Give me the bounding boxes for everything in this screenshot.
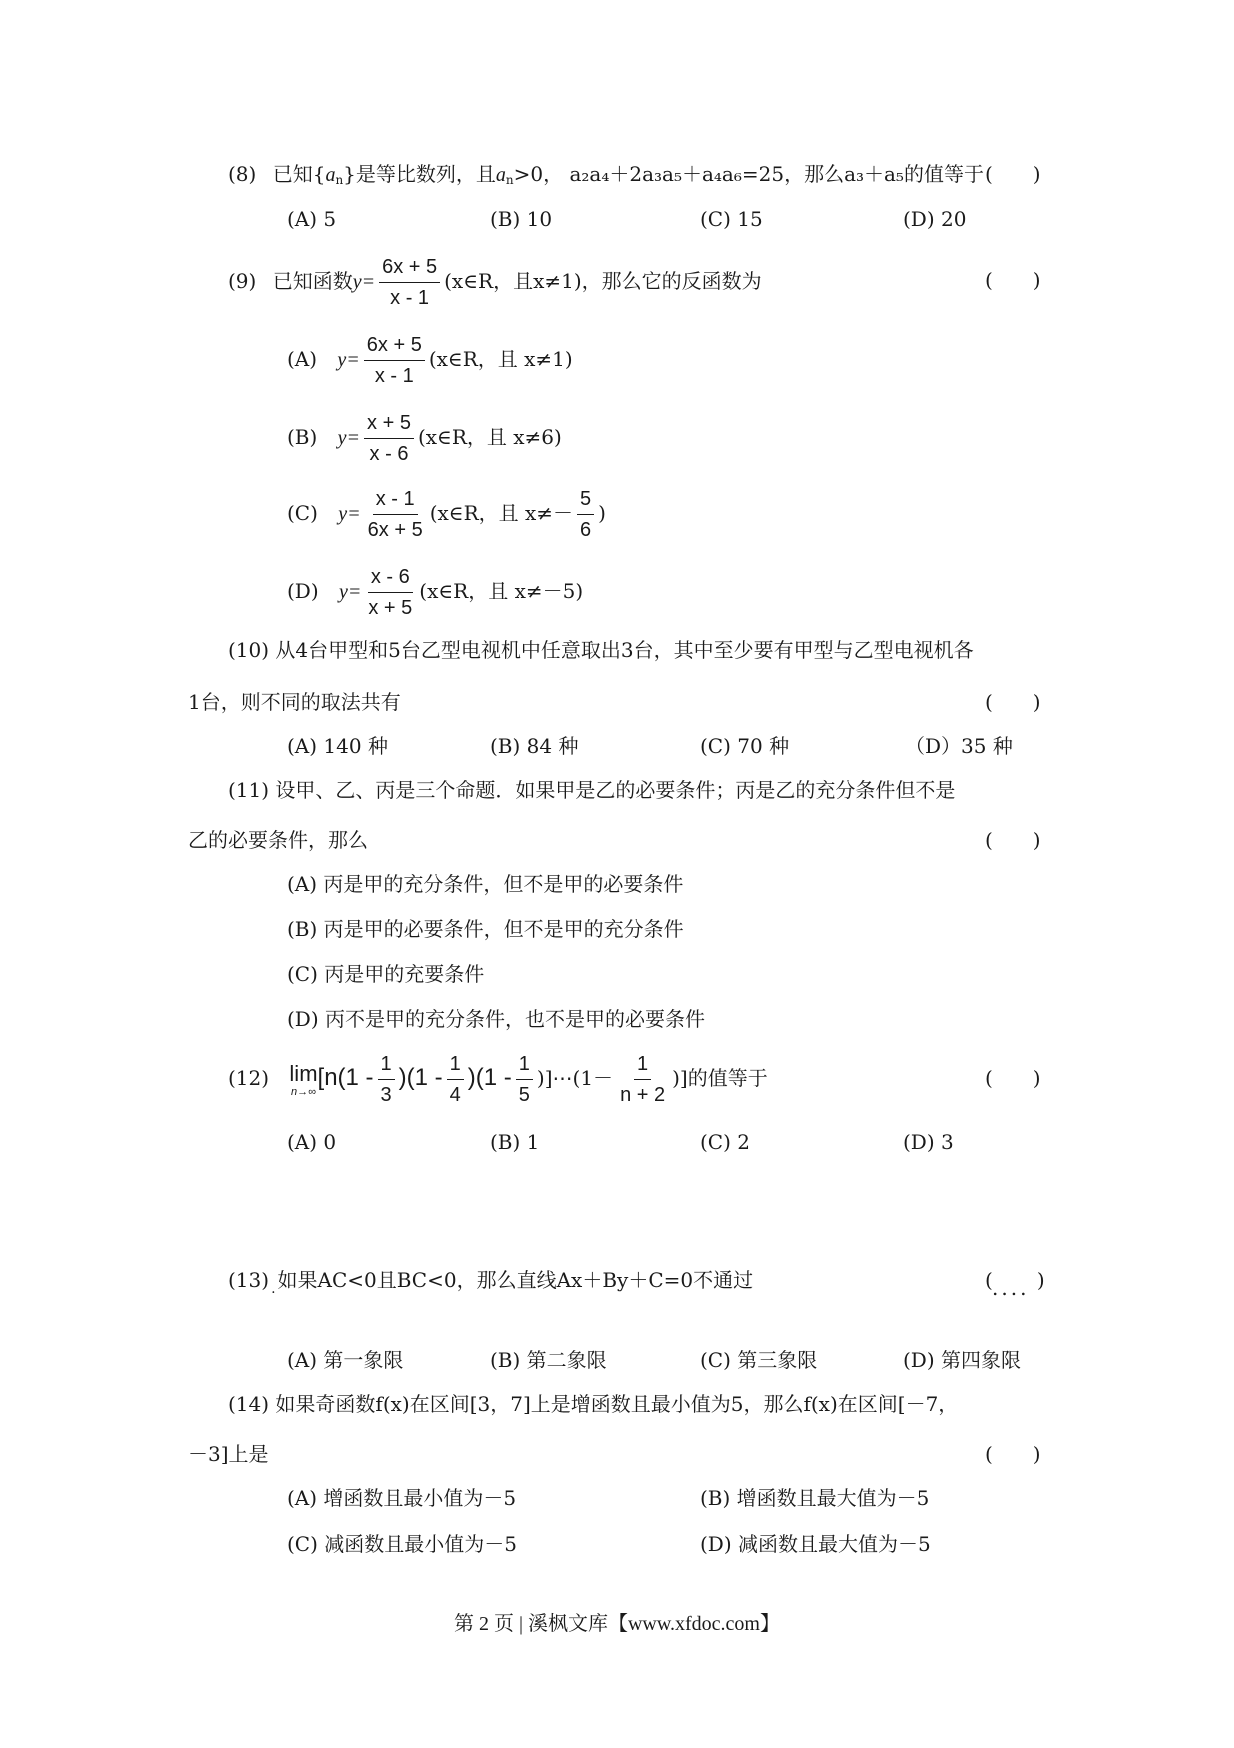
q8-an-2: a — [495, 164, 506, 186]
q13-number: (13) — [228, 1268, 270, 1292]
q8-an: a — [325, 164, 336, 186]
q11-option-a: (A) 丙是甲的充分条件，但不是甲的必要条件 — [287, 872, 684, 896]
q13-option-b: (B) 第二象限 — [490, 1348, 607, 1372]
q12-expr-a: [n(1 - — [317, 1064, 374, 1091]
q10-answer-paren: ( ) — [985, 690, 1041, 714]
q13-paren-open: ( — [985, 1268, 993, 1292]
q12-f4-num: 1 — [634, 1051, 651, 1080]
q9-option-a — [287, 330, 573, 389]
q12-answer-paren: ( ) — [985, 1066, 1041, 1090]
q9-opt-c-den: 6x + 5 — [367, 519, 423, 541]
q12-expr-c: )(1 - — [467, 1064, 512, 1091]
q9-opt-d-label: (D) — [287, 579, 319, 603]
q12-lim-under: n→∞ — [290, 1085, 316, 1098]
q12-f1-den: 3 — [380, 1084, 392, 1106]
q11-option-d: (D) 丙不是甲的充分条件，也不是甲的必要条件 — [287, 1007, 705, 1031]
q9-opt-c-cond-b: ) — [598, 501, 606, 525]
q10-option-b: (B) 84 种 — [490, 734, 579, 758]
q9-opt-b-cond: (x∈R，且 x≠6) — [417, 425, 562, 449]
q9-opt-a-y: y= — [337, 349, 360, 371]
q11-line-1: (11) 设甲、乙、丙是三个命题．如果甲是乙的必要条件；丙是乙的充分条件但不是 — [228, 778, 956, 802]
q12-f1-num: 1 — [378, 1051, 395, 1080]
q9-opt-c-num: x - 1 — [373, 486, 418, 515]
q10-option-d: （D）35 种 — [905, 734, 1013, 758]
q9-opt-a-num: 6x + 5 — [364, 332, 425, 361]
q8-text-b: }是等比数列，且 — [343, 162, 496, 186]
q9-answer-paren: ( ) — [985, 268, 1041, 292]
q12-option-b: (B) 1 — [490, 1130, 540, 1154]
q14-line-1: (14) 如果奇函数f(x)在区间[3，7]上是增函数且最小值为5，那么f(x)在区间[－7， — [228, 1392, 959, 1416]
q8-number: (8) — [228, 162, 257, 186]
q13-option-a: (A) 第一象限 — [287, 1348, 404, 1372]
q12-option-d: (D) 3 — [903, 1130, 954, 1154]
q13-option-d: (D) 第四象限 — [903, 1348, 1021, 1372]
q8-option-a: (A) 5 — [287, 207, 337, 231]
q12-number: (12) — [228, 1066, 270, 1090]
q9-opt-c-cond-a: (x∈R，且 x≠－ — [429, 501, 574, 525]
q9-opt-c-fden: 6 — [580, 519, 592, 541]
q10-option-a: (A) 140 种 — [287, 734, 388, 758]
q9-option-d — [287, 562, 583, 621]
q12-f2-den: 4 — [449, 1084, 461, 1106]
question-12 — [228, 1046, 768, 1110]
q14-option-b: (B) 增函数且最大值为－5 — [700, 1486, 930, 1510]
q9-option-b — [287, 408, 562, 467]
q14-option-d: (D) 减函数且最大值为－5 — [700, 1532, 931, 1556]
q9-opt-a-label: (A) — [287, 347, 318, 371]
q8-option-b: (B) 10 — [490, 207, 553, 231]
q9-text: 已知函数 — [272, 269, 353, 293]
q12-f4-den: n + 2 — [620, 1084, 666, 1106]
q12-expr-d: )]⋯(1－ — [536, 1066, 614, 1090]
q9-fraction — [379, 254, 440, 311]
q12-expr-b: )(1 - — [398, 1064, 443, 1091]
q12-frac-3 — [516, 1051, 533, 1108]
q13-text: 如果AC<0且BC<0，那么直线Ax＋By＋C=0不通过 — [277, 1268, 754, 1292]
q13-dot-mark: . — [271, 1281, 276, 1297]
question-13 — [228, 1266, 753, 1303]
q9-opt-a-den: x - 1 — [374, 365, 414, 387]
q13-option-c: (C) 第三象限 — [700, 1348, 818, 1372]
q8-answer-paren: ( ) — [985, 162, 1041, 186]
q9-opt-d-cond: (x∈R，且 x≠－5) — [419, 579, 584, 603]
q13-emphasis-dots: .... — [992, 1276, 1030, 1300]
q9-number: (9) — [228, 269, 257, 293]
page-footer: 第 2 页 | 溪枫文库【www.xfdoc.com】 — [453, 1613, 780, 1635]
q9-opt-c-label: (C) — [287, 501, 318, 525]
q12-limit — [289, 1062, 317, 1098]
q10-line-2: 1台，则不同的取法共有 — [188, 690, 401, 714]
q9-opt-a-cond: (x∈R，且 x≠1) — [428, 347, 573, 371]
q11-option-c: (C) 丙是甲的充要条件 — [287, 962, 485, 986]
q12-option-c: (C) 2 — [700, 1130, 750, 1154]
q9-option-c — [287, 484, 606, 543]
q11-line-2: 乙的必要条件，那么 — [188, 828, 368, 852]
q9-opt-d-fraction — [365, 564, 415, 621]
q9-opt-b-den: x - 6 — [369, 443, 409, 465]
q11-answer-paren: ( ) — [985, 828, 1041, 852]
q9-opt-c-y: y= — [338, 503, 361, 525]
q14-option-c: (C) 减函数且最小值为－5 — [287, 1532, 517, 1556]
q14-answer-paren: ( ) — [985, 1442, 1041, 1466]
q9-frac-num: 6x + 5 — [379, 254, 440, 283]
q9-opt-b-y: y= — [337, 427, 361, 449]
q11-option-b: (B) 丙是甲的必要条件，但不是甲的充分条件 — [287, 917, 684, 941]
q10-line-1: (10) 从4台甲型和5台乙型电视机中任意取出3台，其中至少要有甲型与乙型电视机各 — [228, 638, 974, 662]
q8-option-d: (D) 20 — [903, 207, 967, 231]
q8-an-sub-2: n — [505, 173, 514, 187]
q9-opt-c-fraction — [365, 486, 426, 543]
q12-lim-word: lim — [289, 1060, 318, 1086]
q9-opt-a-fraction — [364, 332, 425, 389]
q9-frac-den: x - 1 — [390, 287, 430, 309]
q9-opt-b-fraction — [364, 410, 414, 467]
q9-opt-c-fnum: 5 — [577, 486, 594, 515]
q9-opt-c-small-fraction — [577, 486, 594, 543]
q14-option-a: (A) 增函数且最小值为－5 — [287, 1486, 517, 1510]
q12-expr-e: )]的值等于 — [672, 1066, 768, 1090]
q12-f3-den: 5 — [518, 1084, 530, 1106]
q14-line-2: －3]上是 — [188, 1442, 269, 1466]
q12-frac-4 — [617, 1051, 668, 1108]
q12-frac-2 — [447, 1051, 464, 1108]
q9-opt-b-num: x + 5 — [364, 410, 414, 439]
q10-option-c: (C) 70 种 — [700, 734, 790, 758]
q8-cond: >0， — [513, 162, 564, 186]
q12-option-a: (A) 0 — [287, 1130, 337, 1154]
q9-opt-d-num: x - 6 — [368, 564, 413, 593]
q9-opt-d-den: x + 5 — [368, 597, 413, 619]
q12-f3-num: 1 — [516, 1051, 533, 1080]
q13-paren-close: ) — [1036, 1268, 1045, 1292]
q8-option-c: (C) 15 — [700, 207, 763, 231]
q9-opt-b-label: (B) — [287, 425, 318, 449]
question-8 — [228, 160, 984, 194]
q9-y: y= — [352, 271, 376, 293]
q9-domain: (x∈R，且x≠1)，那么它的反函数为 — [444, 269, 762, 293]
q8-an-sub: n — [335, 173, 344, 187]
q8-expr: a₂a₄＋2a₃a₅＋a₄a₆=25，那么a₃＋a₅的值等于 — [569, 162, 984, 186]
q12-f2-num: 1 — [447, 1051, 464, 1080]
q9-opt-d-y: y= — [339, 581, 362, 603]
q8-text-a: 已知{ — [272, 162, 326, 186]
question-9 — [228, 252, 762, 311]
q12-frac-1 — [378, 1051, 395, 1108]
